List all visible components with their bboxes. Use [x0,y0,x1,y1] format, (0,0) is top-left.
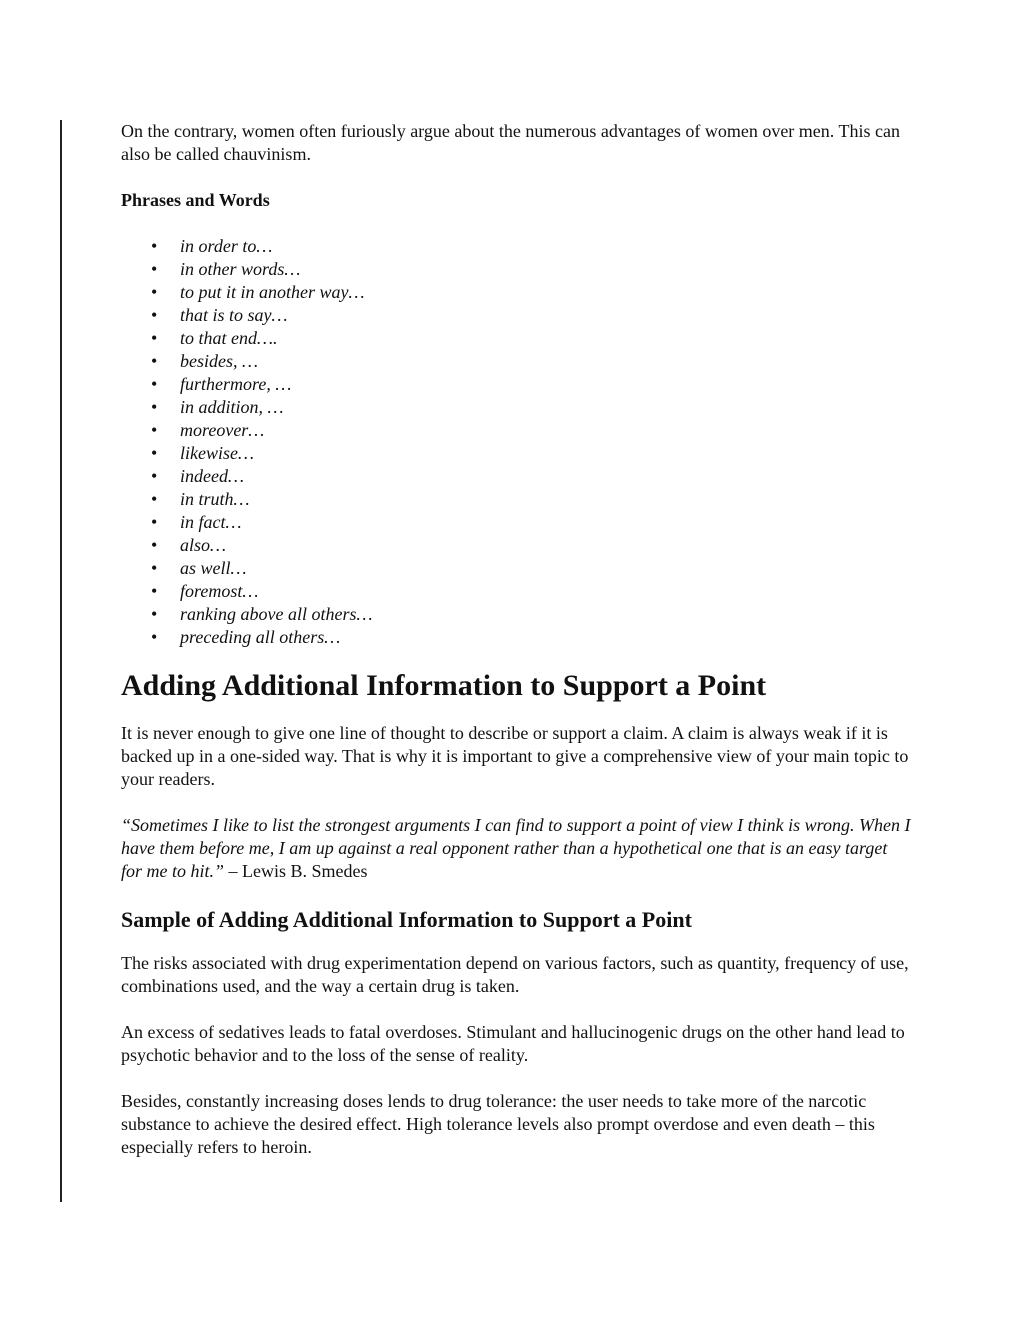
section-title: Adding Additional Information to Support a Point [121,669,767,702]
bullet-icon: • [151,282,158,302]
list-item [121,534,911,557]
phrase-text: indeed… [180,466,244,486]
sample-paragraph: An excess of sedatives leads to fatal overdoses. Stimulant and hallucinogenic drugs on the other hand lead to psychotic behavior and to the loss of the sense of reality. [121,1022,905,1065]
bullet-icon: • [151,627,158,647]
list-item [121,557,911,580]
bullet-icon: • [151,535,158,555]
phrase-text: that is to say… [180,305,288,325]
phrase-text: also… [180,535,227,555]
bullet-icon: • [151,466,158,486]
phrase-text: in other words… [180,259,301,279]
bullet-icon: • [151,443,158,463]
list-item [121,373,911,396]
list-item [121,327,911,350]
sample-paragraph: Besides, constantly increasing doses lends to drug tolerance: the user needs to take more of the narcotic substance to achieve the desired effect. High tolerance levels also prompt overdose and even death – this especially refers to heroin. [121,1091,875,1157]
phrase-text: besides, … [180,351,258,371]
bullet-icon: • [151,397,158,417]
intro-paragraph: On the contrary, women often furiously argue about the numerous advantages of women over men. This can also be called chauvinism. [121,121,900,164]
list-item [121,603,911,626]
bullet-icon: • [151,420,158,440]
phrase-list [121,235,911,649]
bullet-icon: • [151,236,158,256]
margin-rule [60,120,62,1202]
phrase-text: likewise… [180,443,254,463]
bullet-icon: • [151,351,158,371]
list-item [121,419,911,442]
bullet-icon: • [151,558,158,578]
bullet-icon: • [151,604,158,624]
bullet-icon: • [151,512,158,532]
phrases-heading: Phrases and Words [121,190,270,210]
list-item [121,580,911,603]
quote-attribution: – Lewis B. Smedes [224,861,368,881]
phrase-text: in addition, … [180,397,284,417]
phrase-text: preceding all others… [180,627,341,647]
claim-paragraph: It is never enough to give one line of thought to describe or support a claim. A claim is always weak if it is backed up in a one-sided way. That is why it is important to give a comprehensive view of your main topic to your readers. [121,723,909,789]
phrase-text: to put it in another way… [180,282,365,302]
list-item [121,511,911,534]
list-item [121,258,911,281]
bullet-icon: • [151,328,158,348]
list-item [121,281,911,304]
bullet-icon: • [151,259,158,279]
bullet-icon: • [151,581,158,601]
quote-paragraph [121,814,911,883]
sample-title: Sample of Adding Additional Information to Support a Point [121,907,692,932]
phrase-text: foremost… [180,581,259,601]
phrase-text: furthermore, … [180,374,292,394]
bullet-icon: • [151,374,158,394]
bullet-icon: • [151,305,158,325]
phrase-text: moreover… [180,420,265,440]
list-item [121,488,911,511]
sample-paragraphs [121,952,911,1159]
sample-paragraph: The risks associated with drug experimentation depend on various factors, such as quantity, frequency of use, combinations used, and the way a certain drug is taken. [121,953,909,996]
phrase-text: in fact… [180,512,242,532]
phrase-text: to that end…. [180,328,278,348]
document-page [121,120,911,1182]
list-item [121,626,911,649]
list-item [121,304,911,327]
bullet-icon: • [151,489,158,509]
phrase-text: in truth… [180,489,250,509]
list-item [121,396,911,419]
phrase-text: in order to… [180,236,273,256]
quote-text: “Sometimes I like to list the strongest arguments I can find to support a point of view I think is wrong. When I have them before me, I am up against a real opponent rather than a hypothetical one that is an easy target for me to hit.” [121,815,911,881]
list-item [121,465,911,488]
list-item [121,235,911,258]
phrase-text: as well… [180,558,247,578]
phrase-text: ranking above all others… [180,604,373,624]
list-item [121,350,911,373]
list-item [121,442,911,465]
